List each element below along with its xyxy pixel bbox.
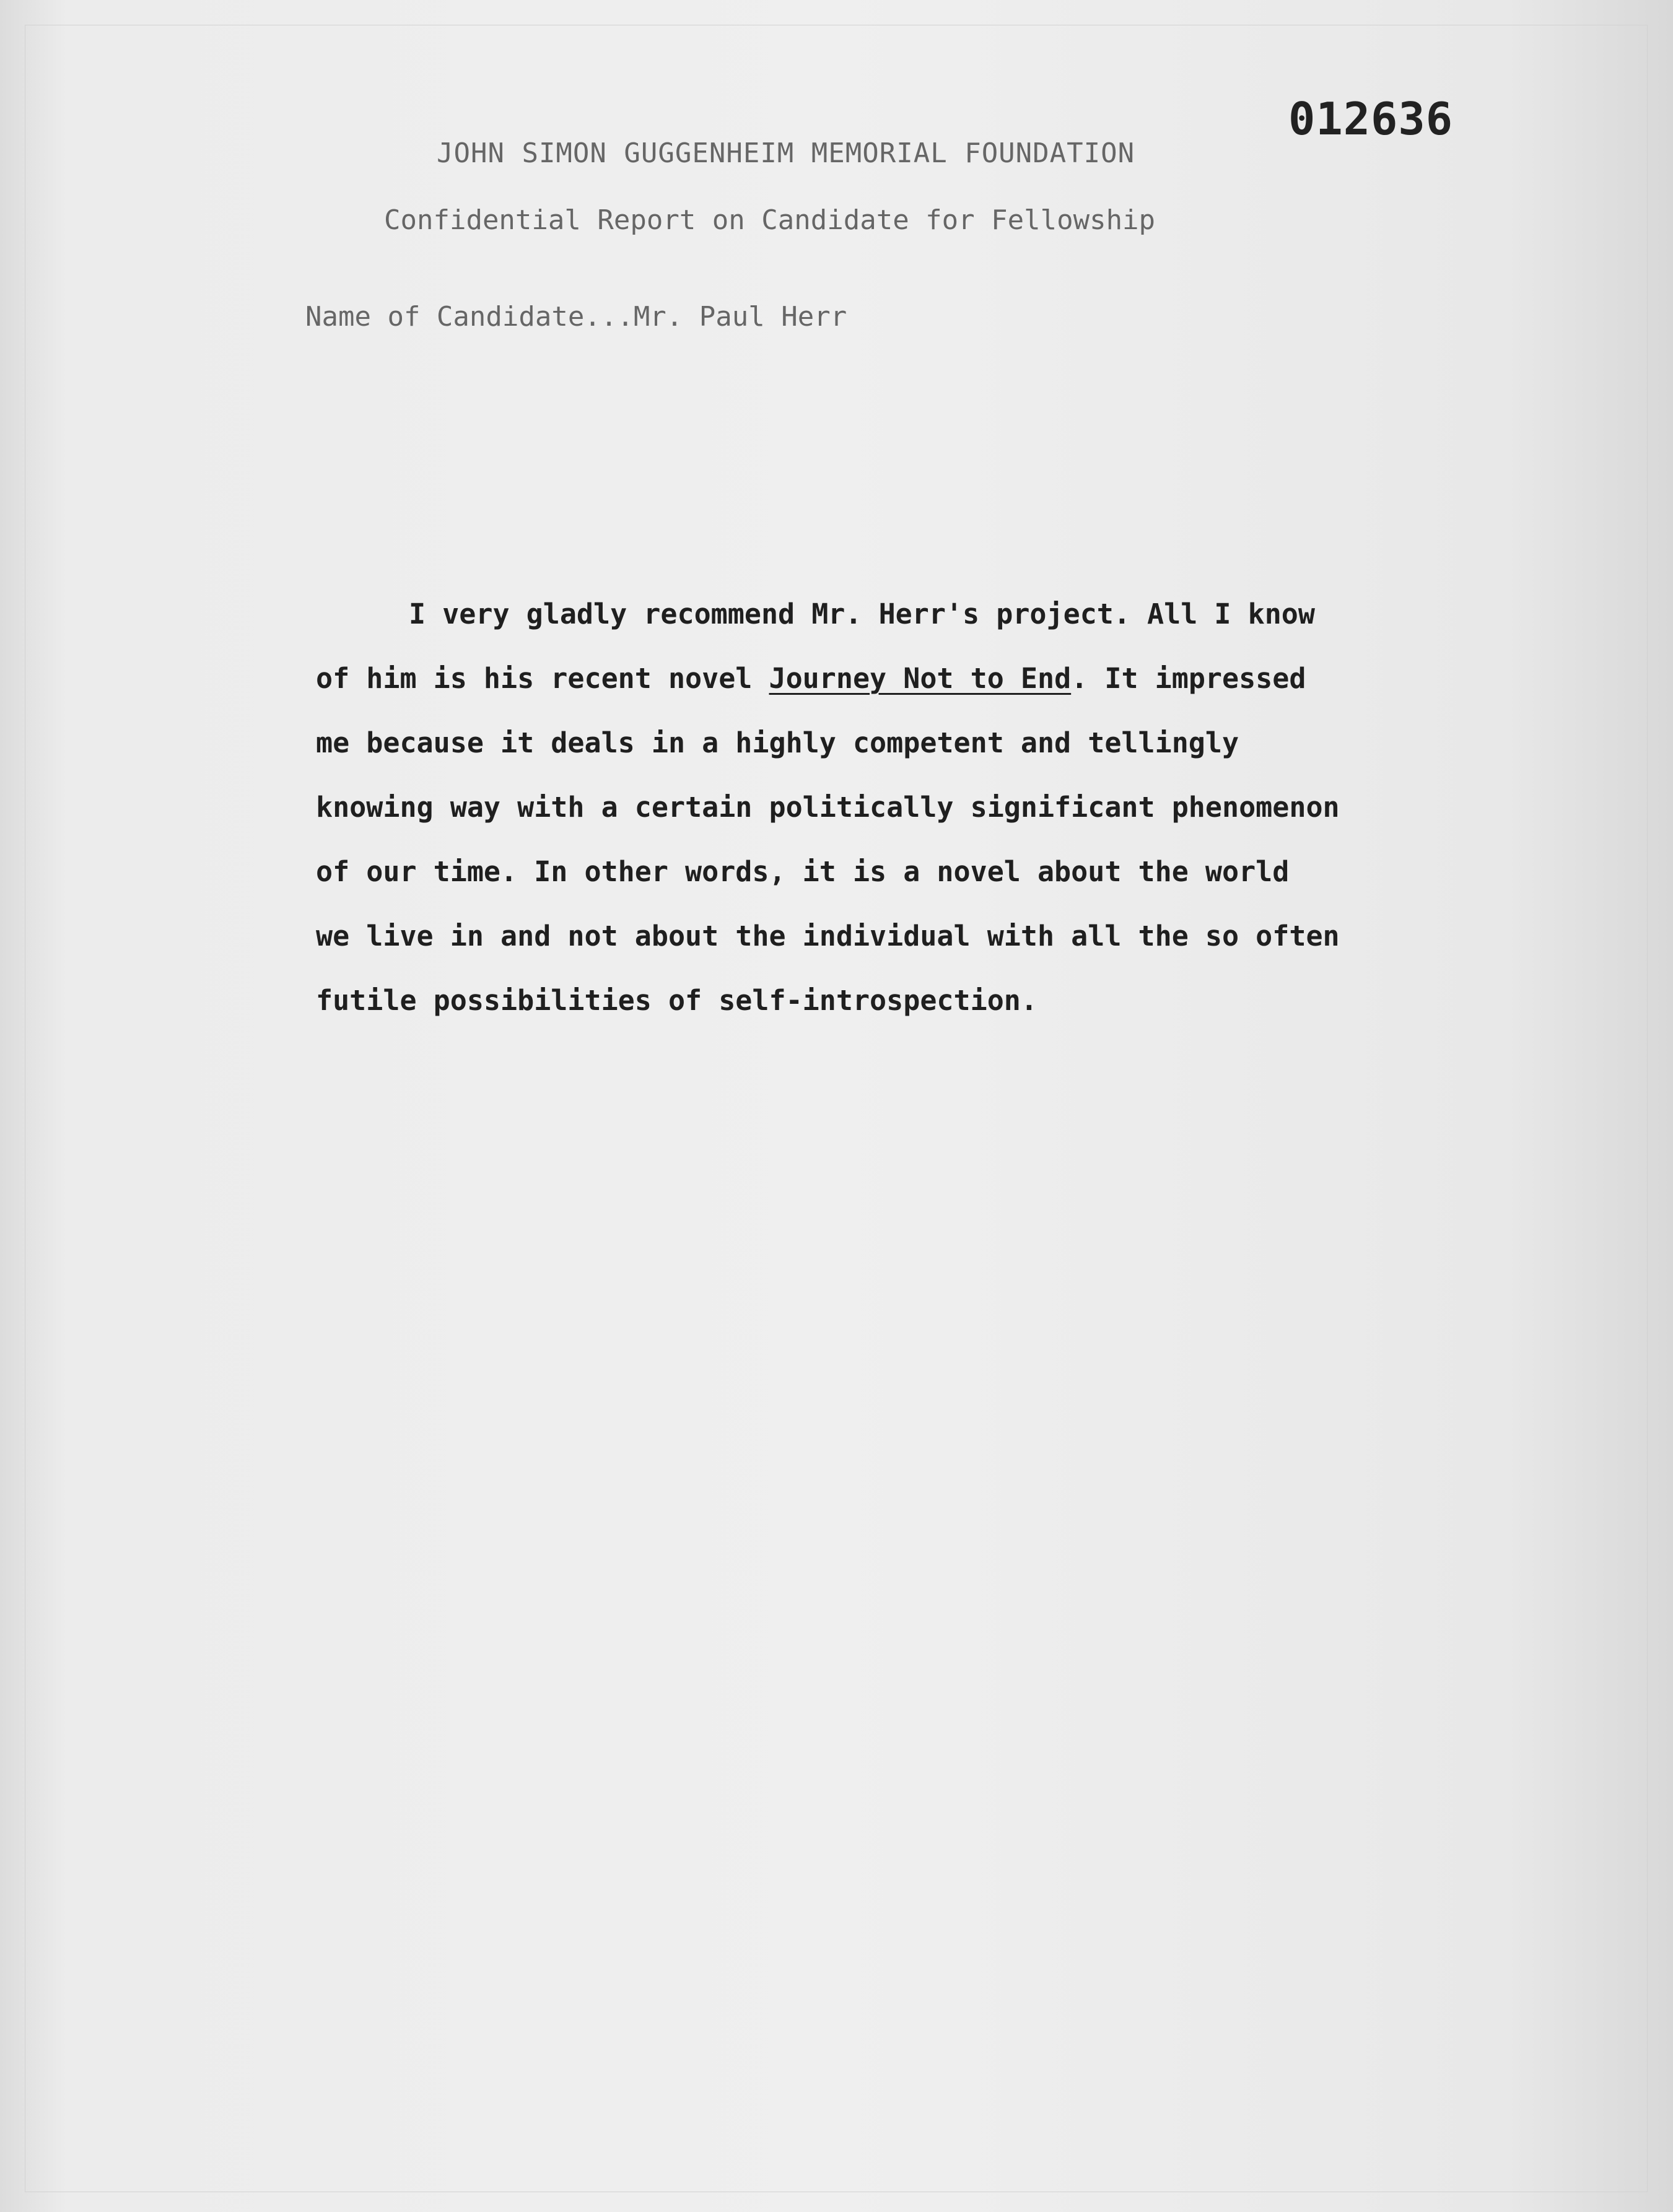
body-line-7: futile possibilities of self-introspection. <box>316 984 1037 1017</box>
body-line-3: me because it deals in a highly competent and tellingly <box>316 726 1239 759</box>
body-line-5: of our time. In other words, it is a novel about the world <box>316 855 1290 888</box>
body-line-6: we live in and not about the individual with all the so often <box>316 920 1340 952</box>
body-line-2 <box>316 647 1493 711</box>
document-number: 012636 <box>1288 93 1454 145</box>
candidate-label: Name of Candidate... <box>305 301 634 333</box>
candidate-name: Mr. Paul Herr <box>633 301 847 333</box>
novel-title: Journey Not to End <box>769 662 1072 695</box>
body-line-2-start: of him is his recent novel <box>316 662 769 695</box>
body-line-1: I very gladly recommend Mr. Herr's project. All I know <box>409 598 1315 630</box>
report-title: Confidential Report on Candidate for Fellowship <box>384 204 1156 236</box>
organization-name: JOHN SIMON GUGGENHEIM MEMORIAL FOUNDATION <box>437 137 1135 169</box>
body-line-2-end: . It impressed <box>1071 662 1306 695</box>
sheet-border <box>25 25 1648 2192</box>
recommendation-body <box>316 582 1493 1033</box>
candidate-line <box>305 301 847 333</box>
body-line-4: knowing way with a certain politically significant phenomenon <box>316 791 1340 824</box>
